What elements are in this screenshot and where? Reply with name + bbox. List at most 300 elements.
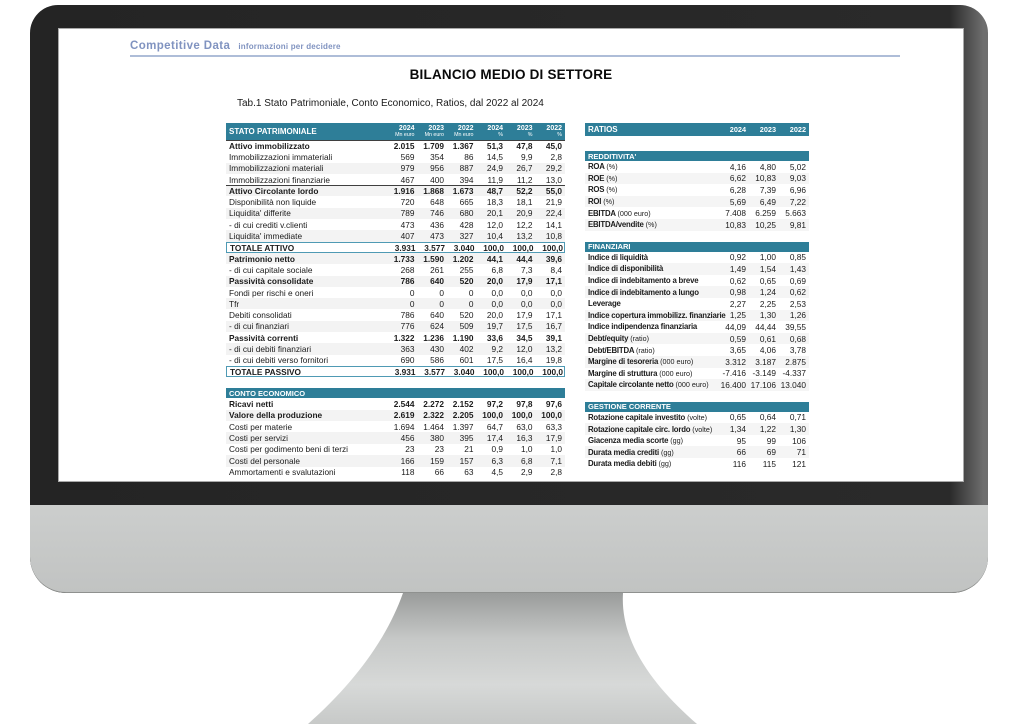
cell-value: 100,0 [511, 410, 533, 421]
cell-value: 9,9 [520, 151, 533, 162]
row-label: Leverage [588, 299, 621, 309]
cell-value: 19,7 [486, 321, 503, 332]
ratio-row [585, 412, 809, 424]
year-label: 2023 [759, 125, 776, 134]
cell-value: 0,85 [789, 252, 806, 263]
table-row [226, 287, 565, 298]
row-label: - di cui finanziari [229, 321, 289, 332]
cell-value: 106 [792, 435, 806, 446]
cell-value: 24,9 [486, 163, 503, 174]
row-label: Ammortamenti e svalutazioni [229, 467, 336, 478]
ratio-row [585, 333, 809, 345]
stato-patrimoniale-table [226, 123, 565, 377]
cell-value: 19,8 [545, 355, 562, 366]
row-label-note: (%) [603, 197, 615, 207]
cell-value: 640 [430, 310, 444, 321]
row-label-note: (gg) [660, 447, 674, 457]
cell-value: 720 [400, 197, 415, 208]
row-label-note: (000 euro) [617, 208, 651, 218]
cell-value: 115 [762, 458, 776, 469]
cell-value: 71 [796, 447, 806, 458]
cell-value: 9,81 [789, 219, 806, 230]
cell-value: 16,3 [516, 433, 533, 444]
row-label: ROI (%) [588, 197, 615, 207]
cell-value: 16.400 [720, 379, 746, 390]
cell-value: 17,9 [516, 310, 533, 321]
cell-value: 1.916 [393, 186, 415, 197]
row-label: Liquidita' differite [229, 208, 291, 219]
table-row [226, 253, 565, 264]
cell-value: 10,83 [725, 219, 746, 230]
row-label: Immobilizzazioni finanziarie [229, 174, 330, 185]
section-header-bar [585, 402, 809, 412]
cell-value: 887 [459, 163, 474, 174]
cell-value: 12,2 [516, 219, 533, 230]
cell-value: 55,0 [545, 186, 562, 197]
table-row [226, 421, 565, 432]
cell-value: 95 [736, 435, 746, 446]
cell-value: 789 [400, 208, 415, 219]
ratio-row [585, 252, 809, 264]
cell-value: 0,0 [550, 298, 562, 309]
cell-value: 1,25 [729, 310, 746, 321]
page-title: BILANCIO MEDIO DI SETTORE [409, 67, 613, 82]
row-label: Attivo Circolante lordo [229, 186, 319, 197]
cell-value: 11,2 [516, 174, 533, 185]
row-label: Costi per servizi [229, 433, 289, 444]
cell-value: 17,5 [486, 355, 503, 366]
section-title: FINANZIARI [588, 242, 631, 252]
ratio-row [585, 310, 809, 322]
cell-value: 23 [434, 444, 444, 455]
cell-value: 786 [400, 276, 415, 287]
cell-value: 1.464 [423, 421, 444, 432]
cell-value: 3.577 [424, 366, 445, 377]
row-label: ROA (%) [588, 162, 618, 172]
cell-value: 45,0 [545, 141, 562, 152]
cell-value: 1.322 [393, 332, 415, 343]
cell-value: 97,2 [486, 398, 503, 409]
cell-value: -3.149 [752, 368, 776, 379]
cell-value: 509 [459, 321, 474, 332]
cell-value: 17,5 [516, 321, 533, 332]
cell-value: 22,4 [545, 208, 562, 219]
cell-value: 10,83 [755, 173, 776, 184]
row-label: Indice di liquidità [588, 252, 648, 262]
row-label: - di cui crediti v.clienti [229, 219, 308, 230]
monitor-stand [300, 593, 700, 724]
cell-value: 166 [400, 455, 415, 466]
ratios-section [585, 151, 809, 231]
cell-value: 39,6 [545, 253, 562, 264]
cell-value: 44,4 [516, 253, 533, 264]
ratio-row [585, 344, 809, 356]
cell-value: 624 [430, 321, 444, 332]
cell-value: 159 [430, 455, 444, 466]
table-row [226, 242, 565, 253]
cell-value: 2,53 [789, 298, 806, 309]
cell-value: 436 [430, 219, 444, 230]
table-row [226, 163, 565, 174]
section-title: REDDITIVITA' [588, 151, 637, 161]
cell-value: 7,1 [550, 455, 562, 466]
cell-value: 665 [459, 197, 474, 208]
table-row [226, 343, 565, 354]
ratio-row [585, 219, 809, 231]
cell-value: 786 [400, 310, 415, 321]
row-label: EBITDA (000 euro) [588, 208, 651, 218]
cell-value: 13.040 [780, 379, 806, 390]
row-label: Giacenza media scorte (gg) [588, 436, 684, 446]
cell-value: 1,00 [759, 252, 776, 263]
ratio-row [585, 173, 809, 185]
cell-value: 6,3 [491, 455, 503, 466]
cell-value: 17.106 [750, 379, 776, 390]
row-label-note: (volte) [687, 412, 708, 422]
cell-value: 6,49 [759, 196, 776, 207]
cell-value: 16,7 [545, 321, 562, 332]
cell-value: 51,3 [486, 141, 503, 152]
unit-label: Mn euro [424, 131, 444, 138]
row-label: - di cui capitale sociale [229, 264, 313, 275]
cell-value: 63 [464, 467, 474, 478]
cell-value: 1,54 [759, 263, 776, 274]
table-row [226, 298, 565, 309]
cell-value: 0,68 [789, 333, 806, 344]
row-label-note: (%) [606, 162, 618, 172]
cell-value: 7,22 [789, 196, 806, 207]
cell-value: 23 [405, 444, 415, 455]
cell-value: 17,9 [516, 276, 533, 287]
table-title: STATO PATRIMONIALE [229, 127, 317, 136]
cell-value: 1.590 [423, 253, 444, 264]
cell-value: 100,0 [541, 410, 562, 421]
cell-value: 0,64 [759, 412, 776, 423]
monitor-frame [30, 5, 988, 593]
cell-value: 3.577 [424, 242, 445, 253]
year-label: 2022 [457, 124, 474, 132]
cell-value: 979 [400, 163, 415, 174]
cell-value: 0,0 [550, 287, 562, 298]
screen [58, 28, 964, 482]
cell-value: 0,92 [729, 252, 746, 263]
row-label: Capitale circolante netto (000 euro) [588, 380, 709, 390]
cell-value: 1.709 [423, 141, 444, 152]
cell-value: 97,8 [516, 398, 533, 409]
cell-value: 20,0 [486, 310, 503, 321]
table-row [226, 230, 565, 241]
cell-value: 29,2 [545, 163, 562, 174]
cell-value: 473 [430, 231, 444, 242]
cell-value: 100,0 [512, 366, 534, 377]
cell-value: 21,9 [545, 197, 562, 208]
table-row [226, 309, 565, 320]
row-label-note: (000 euro) [659, 368, 693, 378]
section-header-bar [585, 151, 809, 161]
table-header-bar [226, 388, 565, 398]
ratio-row [585, 435, 809, 447]
table-row [226, 444, 565, 455]
ratio-row [585, 446, 809, 458]
cell-value: 0 [409, 298, 415, 309]
cell-value: 48,7 [486, 186, 503, 197]
cell-value: 17,9 [545, 433, 562, 444]
cell-value: 66 [736, 447, 746, 458]
row-label: Immobilizzazioni materiali [229, 163, 324, 174]
monitor-chin [30, 505, 988, 593]
cell-value: 956 [430, 163, 444, 174]
cell-value: 7,3 [520, 264, 533, 275]
row-label: EBITDA/vendite (%) [588, 220, 657, 230]
cell-value: 18,1 [516, 197, 533, 208]
cell-value: 39,55 [785, 321, 806, 332]
table-row [226, 208, 565, 219]
unit-label: Mn euro [454, 131, 474, 138]
cell-value: 407 [400, 231, 415, 242]
row-label: Liquidita' immediate [229, 231, 303, 242]
cell-value: -7.416 [722, 368, 746, 379]
cell-value: 10,4 [486, 231, 503, 242]
cell-value: 2,27 [729, 298, 746, 309]
row-label: Fondi per rischi e oneri [229, 287, 314, 298]
table-row [226, 151, 565, 162]
year-column-header [506, 125, 536, 138]
stand-neck-shape [308, 593, 697, 724]
row-label: Debt/EBITDA (ratio) [588, 345, 655, 355]
cell-value: 648 [430, 197, 444, 208]
row-label: Ricavi netti [229, 398, 274, 409]
cell-value: 21 [464, 444, 474, 455]
cell-value: 66 [434, 467, 444, 478]
cell-value: 33,6 [486, 332, 503, 343]
table-row [226, 185, 565, 196]
cell-value: 0,59 [729, 333, 746, 344]
cell-value: 34,5 [516, 332, 533, 343]
brand-name: Competitive Data [130, 40, 231, 52]
table-caption: Tab.1 Stato Patrimoniale, Conto Economico, Ratios, dal 2022 al 2024 [237, 98, 544, 109]
row-label-note: (000 euro) [675, 380, 709, 390]
cell-value: 100,0 [542, 366, 563, 377]
year-column-header [447, 125, 477, 138]
cell-value: 11,9 [487, 174, 503, 185]
cell-value: 586 [430, 355, 444, 366]
cell-value: 473 [400, 219, 415, 230]
cell-value: 430 [430, 343, 444, 354]
cell-value: 640 [430, 276, 444, 287]
brand-tagline: informazioni per decidere [238, 42, 341, 51]
row-label-note: (000 euro) [660, 357, 694, 367]
cell-value: 2,8 [550, 467, 562, 478]
ratio-row [585, 196, 809, 208]
right-column [585, 123, 809, 470]
cell-value: 1.673 [452, 186, 474, 197]
cell-value: 4,80 [759, 161, 776, 172]
cell-value: 52,2 [516, 186, 533, 197]
unit-label: % [498, 131, 503, 138]
row-label: Costi per godimento beni di terzi [229, 444, 348, 455]
cell-value: 18,3 [486, 197, 503, 208]
row-label: - di cui debiti finanziari [229, 343, 312, 354]
cell-value: 2.875 [785, 356, 806, 367]
cell-value: 4,5 [491, 467, 503, 478]
cell-value: 14,5 [486, 151, 503, 162]
cell-value: 0,69 [789, 275, 806, 286]
year-label: 2023 [516, 124, 533, 132]
cell-value: 1,34 [729, 424, 746, 435]
cell-value: 3.931 [394, 242, 416, 253]
ratios-section [585, 402, 809, 470]
cell-value: 20,9 [516, 208, 533, 219]
year-label: 2024 [398, 124, 415, 132]
table-row [226, 140, 565, 151]
ratio-row [585, 263, 809, 275]
cell-value: 1.397 [452, 421, 474, 432]
cell-value: 1.367 [452, 141, 474, 152]
cell-value: 1,22 [759, 424, 776, 435]
year-column-header [418, 125, 448, 138]
cell-value: 63,3 [545, 421, 562, 432]
cell-value: 2.152 [452, 398, 474, 409]
table-row [226, 174, 565, 185]
cell-value: 3.040 [453, 366, 475, 377]
cell-value: 10,25 [755, 219, 776, 230]
row-label: TOTALE PASSIVO [230, 366, 301, 377]
cell-value: 1,0 [520, 444, 533, 455]
cell-value: 6,62 [729, 173, 746, 184]
cell-value: 520 [459, 310, 474, 321]
cell-value: 520 [459, 276, 474, 287]
table-title: RATIOS [588, 125, 618, 134]
ratio-row [585, 423, 809, 435]
ratio-row [585, 379, 809, 391]
cell-value: 7.408 [725, 208, 746, 219]
cell-value: 6,8 [491, 264, 503, 275]
cell-value: 39,1 [545, 332, 562, 343]
cell-value: 2.205 [452, 410, 474, 421]
cell-value: 1.190 [452, 332, 474, 343]
cell-value: 268 [400, 264, 415, 275]
row-label-note: (gg) [658, 459, 672, 469]
row-label: Disponibilità non liquide [229, 197, 317, 208]
cell-value: 17,4 [486, 433, 503, 444]
row-label: Indice di indebitamento a breve [588, 276, 699, 286]
cell-value: 47,8 [516, 141, 533, 152]
cell-value: 99 [766, 435, 776, 446]
ratio-row [585, 207, 809, 219]
row-label-note: (%) [606, 185, 618, 195]
cell-value: 363 [400, 343, 415, 354]
cell-value: 116 [732, 458, 746, 469]
cell-value: 3.187 [755, 356, 776, 367]
row-label: - di cui debiti verso fornitori [229, 355, 329, 366]
cell-value: 1,49 [729, 263, 746, 274]
unit-label: % [527, 131, 533, 138]
table-row [226, 219, 565, 230]
cell-value: 680 [459, 208, 474, 219]
year-label: 2024 [729, 125, 746, 134]
cell-value: 20,0 [486, 276, 503, 287]
cell-value: 4,06 [759, 345, 776, 356]
cell-value: 2,25 [759, 298, 776, 309]
cell-value: 776 [400, 321, 415, 332]
table-row [226, 321, 565, 332]
ratios-table [585, 123, 809, 470]
cell-value: 7,39 [759, 184, 776, 195]
cell-value: 69 [766, 447, 776, 458]
cell-value: 261 [430, 264, 444, 275]
cell-value: 0,65 [759, 275, 776, 286]
cell-value: 2,8 [550, 151, 562, 162]
cell-value: 690 [400, 355, 415, 366]
cell-value: 4,16 [729, 161, 746, 172]
cell-value: 63,0 [516, 421, 533, 432]
cell-value: 467 [400, 174, 415, 185]
cell-value: 2.544 [393, 398, 415, 409]
row-label: Tfr [229, 298, 240, 309]
cell-value: 0 [468, 287, 474, 298]
row-label: Indice di disponibilità [588, 264, 664, 274]
cell-value: 2,9 [520, 467, 533, 478]
logo-underline [130, 55, 900, 57]
cell-value: 17,1 [545, 310, 562, 321]
cell-value: 9,2 [491, 343, 503, 354]
ratios-header-bar [585, 123, 809, 136]
cell-value: 13,2 [516, 231, 533, 242]
cell-value: 1.733 [393, 253, 415, 264]
row-label: ROS (%) [588, 185, 618, 195]
cell-value: 1,24 [759, 287, 776, 298]
table-row [226, 276, 565, 287]
year-column-header [477, 125, 507, 138]
cell-value: 0,0 [491, 298, 503, 309]
row-label: Indice di indebitamento a lungo [588, 287, 699, 297]
cell-value: 100,0 [483, 366, 504, 377]
cell-value: 0 [439, 298, 444, 309]
cell-value: 0,98 [729, 287, 746, 298]
row-label: Patrimonio netto [229, 253, 295, 264]
year-column-header [388, 125, 418, 138]
cell-value: 44,44 [755, 321, 776, 332]
cell-value: 44,09 [725, 321, 746, 332]
cell-value: 121 [792, 458, 806, 469]
cell-value: 0,65 [729, 412, 746, 423]
ratios-section [585, 242, 809, 391]
cell-value: 1,43 [789, 263, 806, 274]
row-label: Attivo immobilizzato [229, 141, 310, 152]
cell-value: 456 [400, 433, 415, 444]
row-label-note: (%) [606, 173, 618, 183]
row-label: Valore della produzione [229, 410, 323, 421]
cell-value: 100,0 [483, 242, 504, 253]
row-label-note: (ratio) [636, 345, 655, 355]
cell-value: 1.202 [452, 253, 474, 264]
cell-value: 14,1 [545, 219, 562, 230]
brand-logo [130, 36, 341, 54]
cell-value: 3.040 [453, 242, 475, 253]
table-row [226, 410, 565, 421]
cell-value: 380 [430, 433, 444, 444]
ratio-row [585, 184, 809, 196]
row-label: Passività consolidate [229, 276, 314, 287]
cell-value: 13,0 [545, 174, 562, 185]
table-row [226, 366, 565, 377]
cell-value: 157 [459, 455, 474, 466]
cell-value: 428 [459, 219, 474, 230]
ratio-row [585, 275, 809, 287]
cell-value: 86 [464, 151, 474, 162]
table-title: CONTO ECONOMICO [229, 388, 306, 398]
table-row [226, 467, 565, 478]
